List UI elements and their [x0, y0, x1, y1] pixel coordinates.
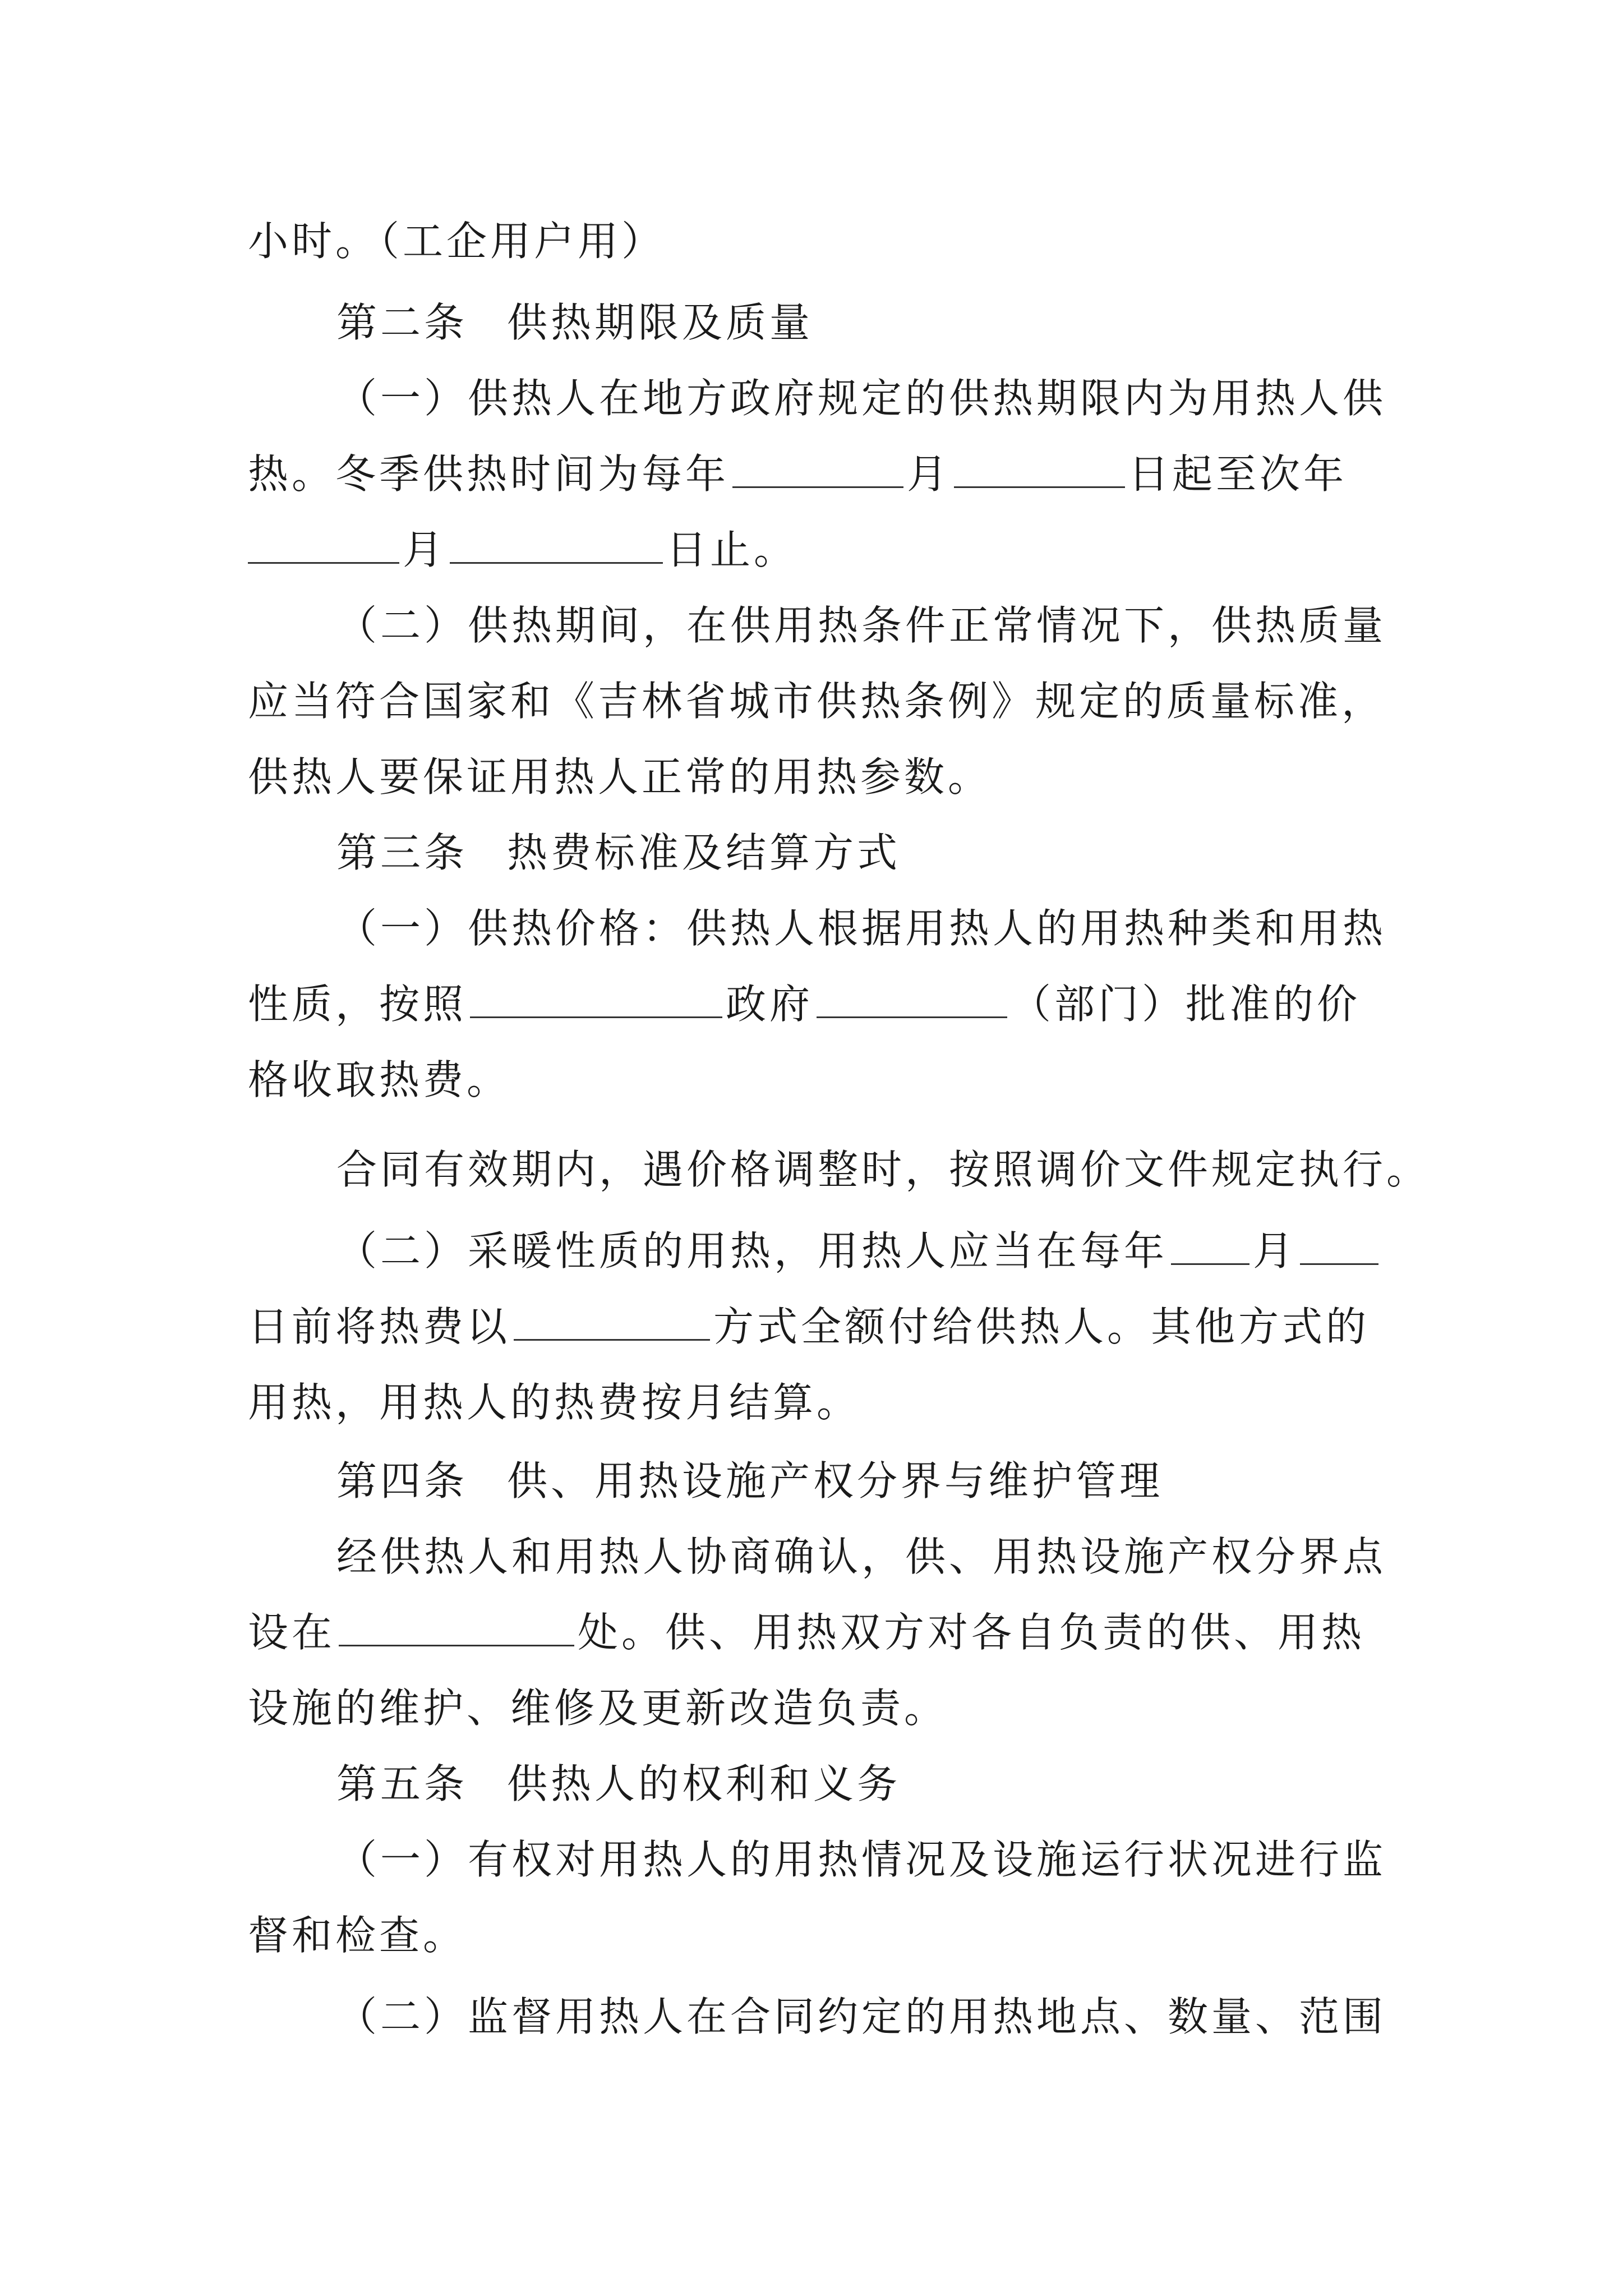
article-number: 第五条 [336, 1760, 468, 1807]
text: 月 [1253, 1227, 1297, 1274]
paragraph-line [248, 446, 1347, 502]
text: 日前将热费以 [248, 1303, 511, 1350]
text: 月 [907, 450, 951, 498]
text: 政府 [726, 981, 814, 1028]
fill-blank-field[interactable] [450, 525, 663, 564]
text: 性质，按照 [248, 981, 467, 1028]
text: 设在 [248, 1609, 336, 1656]
fill-blank-field[interactable] [248, 525, 399, 564]
fill-blank-field[interactable] [339, 1608, 574, 1646]
text: 设施的维护、维修及更新改造负责。 [248, 1685, 948, 1732]
text: （二）采暖性质的用热，用热人应当在每年 [336, 1227, 1168, 1274]
article-title: 供热人的权利和义务 [507, 1760, 901, 1807]
text: 督和检查。 [248, 1912, 467, 1959]
paragraph-line [248, 522, 797, 578]
article-heading [336, 1453, 1163, 1509]
paragraph-line [336, 900, 1386, 956]
text: （部门）批准的价 [1011, 981, 1361, 1028]
fill-blank-field[interactable] [470, 979, 722, 1018]
fill-blank-field[interactable] [732, 449, 903, 488]
article-title: 供热期限及质量 [507, 299, 814, 346]
paragraph-line [248, 213, 665, 269]
paragraph-line [248, 1604, 1365, 1660]
fill-blank-field[interactable] [817, 979, 1007, 1018]
text: 经供热人和用热人协商确认，供、用热设施产权分界点 [336, 1533, 1387, 1580]
fill-blank-field[interactable] [1171, 1226, 1249, 1265]
article-number: 第三条 [336, 829, 468, 876]
text: 用热，用热人的热费按月结算。 [248, 1379, 861, 1426]
paragraph-line [336, 1142, 1430, 1198]
text: 合同有效期内，遇价格调整时，按照调价文件规定执行。 [336, 1146, 1431, 1193]
article-title: 热费标准及结算方式 [507, 829, 901, 876]
article-heading [336, 1756, 901, 1812]
text: 处。供、用热双方对各自负责的供、用热 [578, 1609, 1366, 1656]
text: （二）监督用热人在合同约定的用热地点、数量、范围 [336, 1993, 1387, 2040]
text: 供热人要保证用热人正常的用热参数。 [248, 753, 992, 800]
paragraph-line [336, 1223, 1382, 1279]
paragraph-line [248, 1052, 510, 1108]
text: 格收取热费。 [248, 1056, 511, 1103]
paragraph-line [248, 749, 992, 805]
article-heading [336, 295, 813, 351]
text: （一）供热人在地方政府规定的供热期限内为用热人供 [336, 375, 1387, 422]
article-number: 第二条 [336, 299, 468, 346]
text: （一）有权对用热人的用热情况及设施运行状况进行监 [336, 1836, 1387, 1883]
text: （一）供热价格：供热人根据用热人的用热种类和用热 [336, 905, 1387, 952]
paragraph-line [248, 1680, 948, 1736]
paragraph-line [248, 976, 1361, 1032]
paragraph-line [248, 1299, 1370, 1355]
text: 月 [403, 526, 447, 573]
paragraph-line [336, 1832, 1386, 1888]
paragraph-line [248, 1907, 467, 1963]
paragraph-line [336, 370, 1386, 426]
fill-blank-field[interactable] [514, 1302, 710, 1341]
text: 日止。 [666, 526, 798, 573]
text: 热。冬季供热时间为每年 [248, 450, 730, 498]
article-number: 第四条 [336, 1457, 468, 1504]
text: 方式全额付给供热人。其他方式的 [713, 1303, 1370, 1350]
text: 日起至次年 [1128, 450, 1348, 498]
article-heading [336, 825, 901, 881]
paragraph-line [248, 673, 1385, 729]
paragraph-line [336, 1989, 1386, 2045]
text: （二）供热期间，在供用热条件正常情况下，供热质量 [336, 602, 1387, 649]
text: 应当符合国家和《吉林省城市供热条例》规定的质量标准， [248, 678, 1386, 725]
fill-blank-field[interactable] [1300, 1226, 1378, 1265]
fill-blank-field[interactable] [954, 449, 1125, 488]
paragraph-line [336, 597, 1386, 654]
text: 小时。（工企用户用） [248, 218, 666, 265]
paragraph-line [248, 1374, 860, 1430]
article-title: 供、用热设施产权分界与维护管理 [507, 1457, 1164, 1504]
paragraph-line [336, 1529, 1386, 1585]
